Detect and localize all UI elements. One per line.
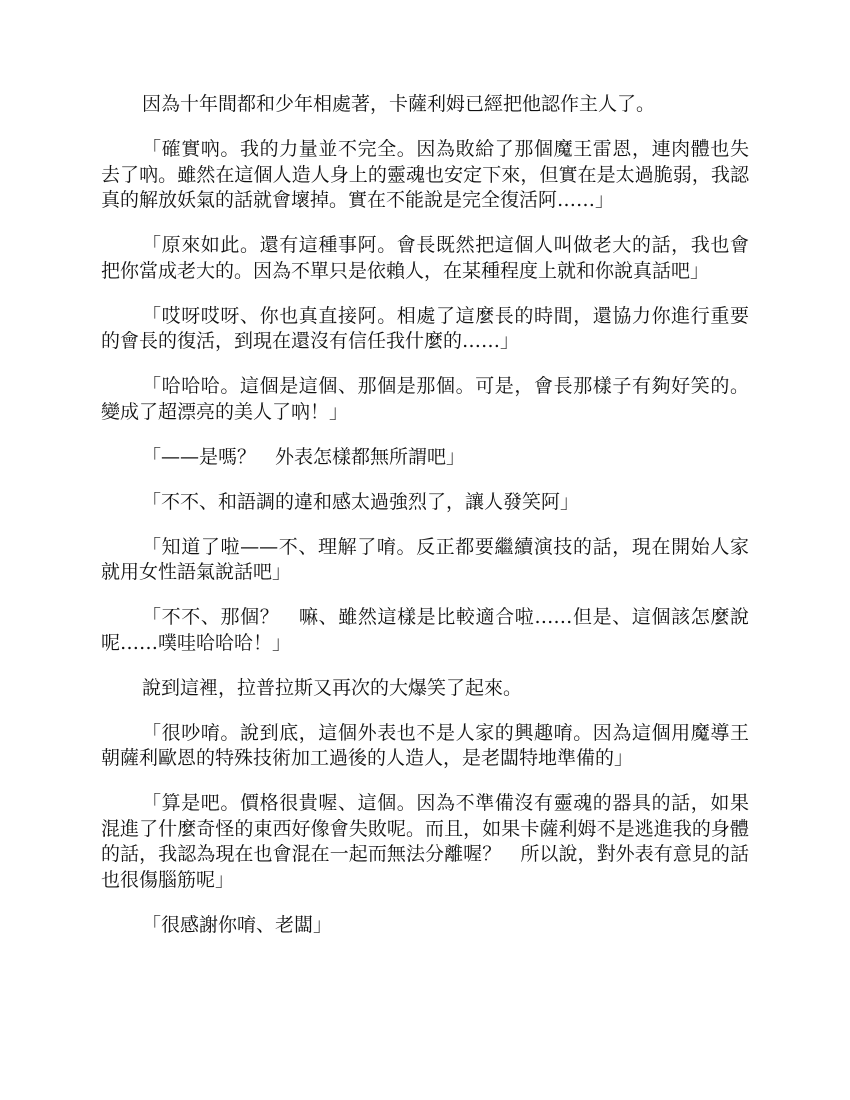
paragraph-3: 「原來如此。還有這種事阿。會長既然把這個人叫做老大的話，我也會把你當成老大的。因為不單只是依賴人，在某種程度上就和你說真話吧」: [101, 234, 749, 282]
paragraph-11: 「很吵唷。說到底，這個外表也不是人家的興趣唷。因為這個用魔導王朝薩利歐恩的特殊技術加工過後的人造人，是老闆特地準備的」: [101, 721, 749, 769]
paragraph-13: 「很感謝你唷、老闆」: [142, 913, 333, 936]
document-page: [101, 92, 749, 958]
paragraph-1: 因為十年間都和少年相處著，卡薩利姆已經把他認作主人了。: [142, 93, 656, 115]
paragraph-8: 「知道了啦——不、理解了唷。反正都要繼續演技的話，現在開始人家就用女性語氣說話吧」: [101, 535, 749, 583]
paragraph-7: 「不不、和語調的違和感太過強烈了，讓人發笑阿」: [142, 490, 580, 513]
paragraph-5: 「哈哈哈。這個是這個、那個是那個。可是，會長那樣子有夠好笑的。變成了超漂亮的美人了吶！」: [101, 375, 749, 423]
paragraph-12: 「算是吧。價格很貴喔、這個。因為不準備沒有靈魂的器具的話，如果混進了什麼奇怪的東西好像會失敗呢。而且，如果卡薩利姆不是逃進我的身體的話，我認為現在也會混在一起而無法分離喔？ 所以說，對外表有意見的話也很傷腦筋呢」: [101, 792, 749, 891]
paragraph-9: 「不不、那個？ 嘛、雖然這樣是比較適合啦……但是、這個該怎麼說呢……噗哇哈哈哈！」: [101, 606, 749, 654]
paragraph-2: 「確實吶。我的力量並不完全。因為敗給了那個魔王雷恩，連肉體也失去了吶。雖然在這個人造人身上的靈魂也安定下來，但實在是太過脆弱，我認真的解放妖氣的話就會壞掉。實在不能說是完全復活阿……」: [101, 138, 749, 211]
paragraph-6: 「——是嗎？ 外表怎樣都無所謂吧」: [142, 445, 466, 468]
paragraph-10: 說到這裡，拉普拉斯又再次的大爆笑了起來。: [142, 676, 523, 699]
paragraph-4: 「哎呀哎呀、你也真直接阿。相處了這麼長的時間，還協力你進行重要的會長的復活，到現在還沒有信任我什麼的……」: [101, 304, 749, 352]
